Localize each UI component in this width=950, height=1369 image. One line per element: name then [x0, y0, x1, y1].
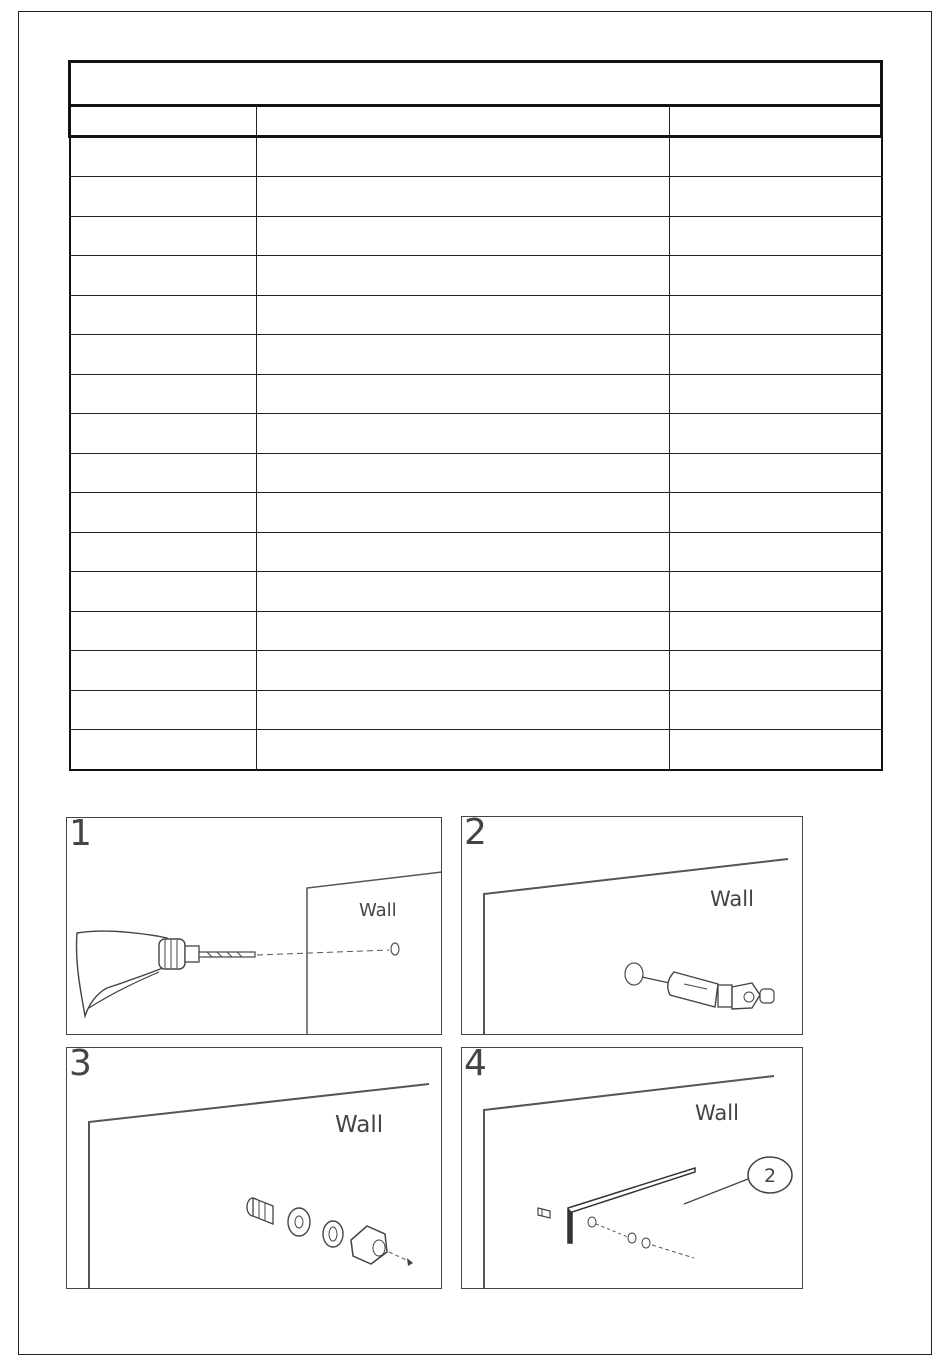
parts-table-cell: [70, 335, 257, 375]
wall-label: Wall: [710, 887, 754, 911]
parts-table: [68, 60, 883, 771]
parts-table-cell: [70, 651, 257, 691]
parts-table-cell: [257, 177, 670, 217]
parts-table-row: [70, 335, 882, 375]
parts-table-row: [70, 572, 882, 612]
parts-table-cell: [257, 374, 670, 414]
parts-table-cell: [257, 136, 670, 177]
bolt-washer-nut-illustration: [67, 1048, 442, 1289]
wall-label: Wall: [695, 1101, 739, 1125]
parts-table-header-cell: [670, 105, 882, 136]
parts-table-cell: [670, 651, 882, 691]
parts-table-cell: [670, 493, 882, 533]
drill-illustration: [67, 818, 442, 1035]
anchor-illustration: [462, 817, 803, 1035]
step-3-panel: [66, 1047, 442, 1289]
parts-table-cell: [70, 136, 257, 177]
parts-table-row: [70, 256, 882, 296]
parts-table-cell: [257, 295, 670, 335]
parts-table-cell: [257, 256, 670, 296]
parts-table-cell: [257, 690, 670, 730]
parts-table-cell: [670, 730, 882, 770]
parts-table-cell: [70, 611, 257, 651]
parts-table-row: [70, 136, 882, 177]
step-2-panel: [461, 816, 803, 1035]
parts-table-row: [70, 493, 882, 533]
parts-table-cell: [70, 453, 257, 493]
parts-table-cell: [670, 414, 882, 454]
parts-table-cell: [257, 493, 670, 533]
step-4-panel: [461, 1047, 803, 1289]
parts-table-cell: [257, 335, 670, 375]
parts-table-row: [70, 295, 882, 335]
parts-table-row: [70, 690, 882, 730]
parts-table-cell: [257, 532, 670, 572]
parts-table-row: [70, 651, 882, 691]
parts-table-title: [70, 62, 882, 106]
parts-table-cell: [670, 572, 882, 612]
wall-label: Wall: [335, 1112, 384, 1138]
parts-table-cell: [70, 690, 257, 730]
bracket-mount-illustration: [462, 1048, 803, 1289]
parts-table-cell: [670, 136, 882, 177]
parts-table-cell: [670, 216, 882, 256]
step-number: 2: [464, 816, 487, 853]
parts-table-row: [70, 453, 882, 493]
step-number: 3: [69, 1047, 92, 1084]
parts-table-cell: [670, 611, 882, 651]
parts-table-row: [70, 374, 882, 414]
parts-table-cell: [70, 374, 257, 414]
parts-table-cell: [257, 572, 670, 612]
parts-table-cell: [70, 414, 257, 454]
parts-table-cell: [70, 256, 257, 296]
parts-table-cell: [70, 493, 257, 533]
step-number: 1: [69, 817, 92, 854]
parts-table-row: [70, 532, 882, 572]
parts-table-cell: [670, 532, 882, 572]
parts-table-row: [70, 730, 882, 770]
parts-table-cell: [70, 216, 257, 256]
parts-table-cell: [670, 690, 882, 730]
parts-table-cell: [257, 216, 670, 256]
parts-table-cell: [70, 295, 257, 335]
wall-label: Wall: [359, 900, 397, 921]
parts-table-row: [70, 216, 882, 256]
parts-table-cell: [670, 335, 882, 375]
parts-table-header-row: [70, 105, 882, 136]
parts-table-cell: [70, 532, 257, 572]
parts-table-cell: [70, 177, 257, 217]
parts-table-cell: [257, 453, 670, 493]
parts-table-cell: [670, 177, 882, 217]
parts-table-cell: [257, 651, 670, 691]
parts-table-title-row: [70, 62, 882, 106]
parts-table-cell: [670, 374, 882, 414]
step-number: 4: [464, 1047, 487, 1084]
parts-table-row: [70, 414, 882, 454]
parts-table-cell: [670, 295, 882, 335]
parts-table-cell: [257, 730, 670, 770]
parts-table-cell: [670, 256, 882, 296]
callout-number: 2: [763, 1165, 777, 1187]
parts-table-cell: [257, 611, 670, 651]
parts-table-cell: [257, 414, 670, 454]
parts-table-header-cell: [70, 105, 257, 136]
parts-table-header-cell: [257, 105, 670, 136]
parts-table-cell: [70, 572, 257, 612]
parts-table-row: [70, 177, 882, 217]
parts-table-row: [70, 611, 882, 651]
parts-table-cell: [670, 453, 882, 493]
parts-table-cell: [70, 730, 257, 770]
step-1-panel: [66, 817, 442, 1035]
